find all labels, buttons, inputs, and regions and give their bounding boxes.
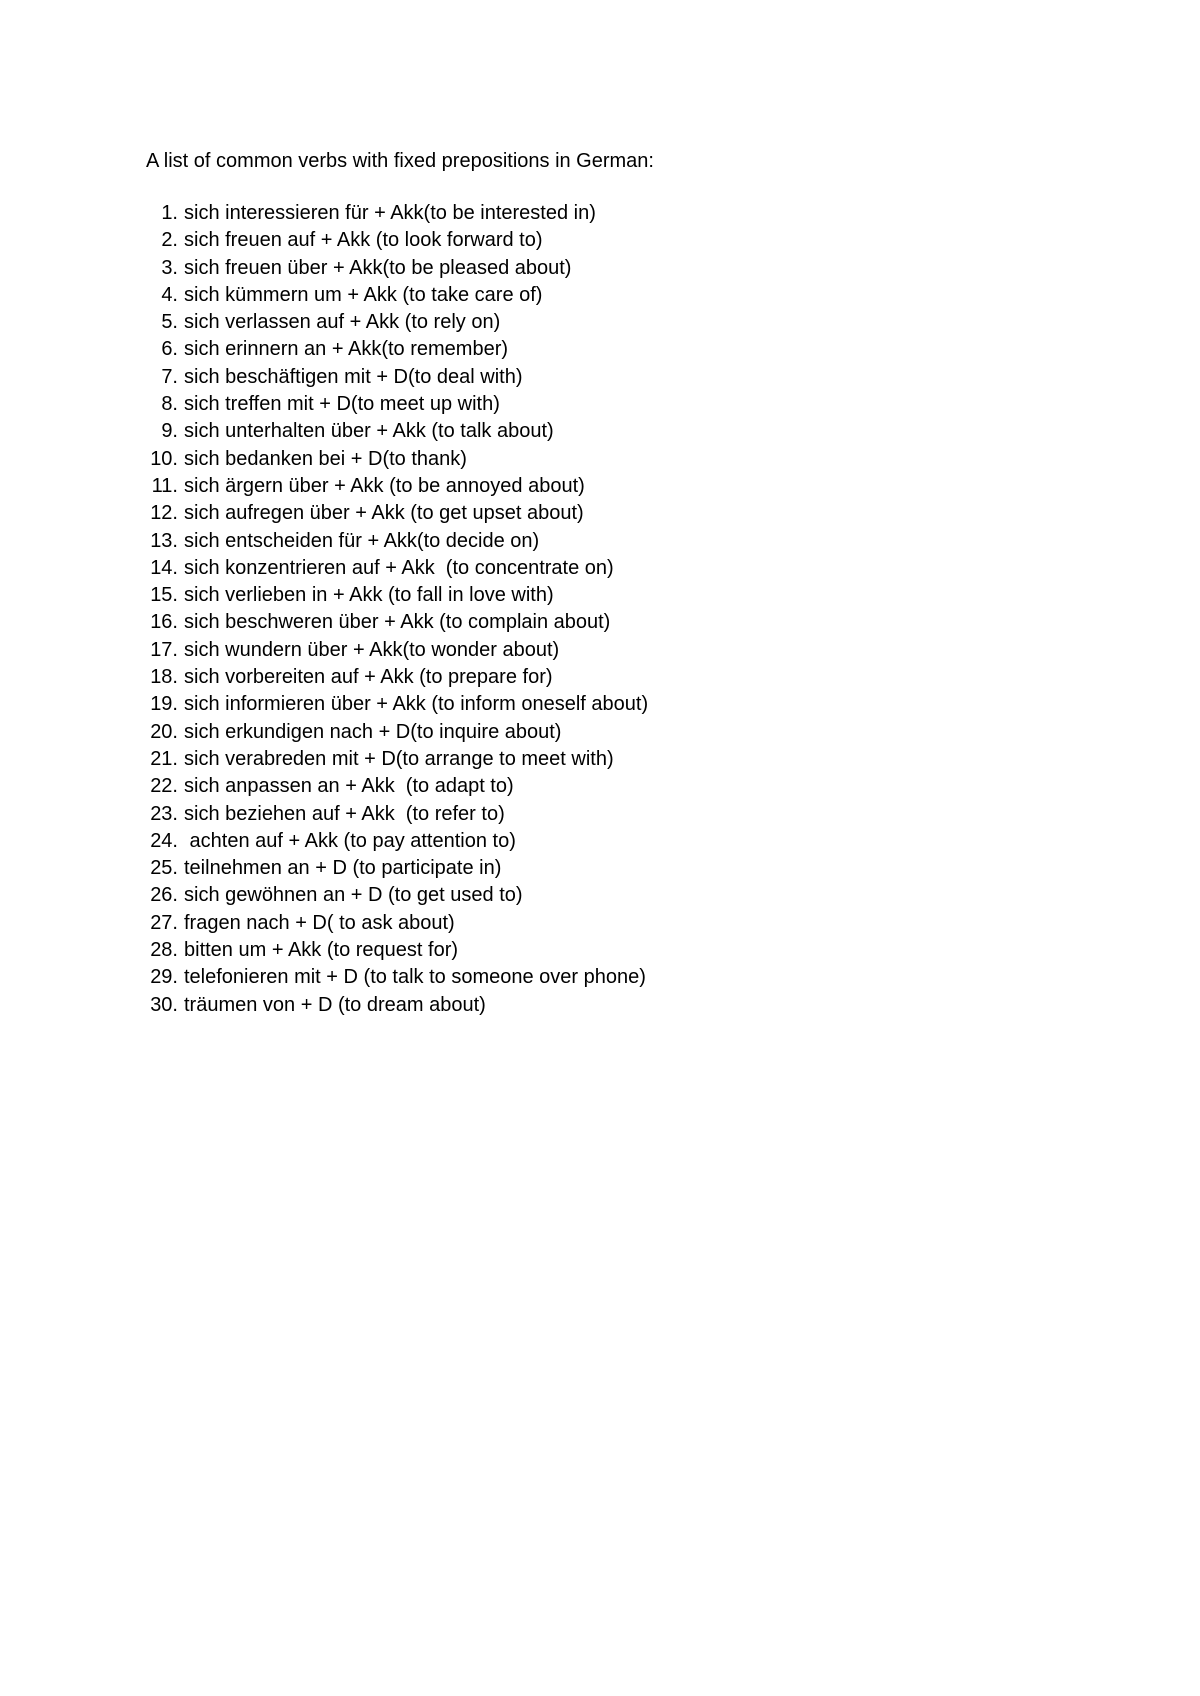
item-number: 27.	[150, 911, 178, 934]
item-text: sich konzentrieren auf + Akk (to concentrate on)	[184, 556, 614, 579]
list-item	[146, 855, 648, 882]
list-item	[146, 964, 648, 991]
item-text: sich freuen über + Akk(to be pleased about)	[184, 256, 572, 279]
list-item	[146, 664, 648, 691]
item-number: 17.	[150, 638, 178, 661]
item-text: sich verabreden mit + D(to arrange to meet with)	[184, 747, 614, 770]
item-text: sich beschweren über + Akk (to complain about)	[184, 611, 611, 634]
item-text: sich verlieben in + Akk (to fall in love with)	[184, 584, 554, 607]
item-text: teilnehmen an + D (to participate in)	[184, 857, 502, 880]
item-number: 8.	[161, 393, 178, 416]
item-number: 21.	[150, 747, 178, 770]
item-text: achten auf + Akk (to pay attention to)	[184, 829, 516, 852]
list-item	[146, 309, 648, 336]
item-text: bitten um + Akk (to request for)	[184, 939, 459, 962]
item-number: 19.	[150, 693, 178, 716]
list-item	[146, 691, 648, 718]
item-text: sich erinnern an + Akk(to remember)	[184, 338, 509, 361]
item-number: 20.	[150, 720, 178, 743]
item-number: 14.	[150, 556, 178, 579]
list-item	[146, 609, 648, 636]
list-item	[146, 882, 648, 909]
list-item	[146, 637, 648, 664]
item-number: 12.	[150, 502, 178, 525]
item-text: sich erkundigen nach + D(to inquire about)	[184, 720, 562, 743]
list-item	[146, 910, 648, 937]
item-text: sich kümmern um + Akk (to take care of)	[184, 283, 543, 306]
item-text: telefonieren mit + D (to talk to someone over phone)	[184, 966, 646, 989]
item-text: fragen nach + D( to ask about)	[184, 911, 455, 934]
list-item	[146, 473, 648, 500]
list-item	[146, 227, 648, 254]
verb-list	[146, 200, 648, 1019]
list-item	[146, 773, 648, 800]
item-text: sich bedanken bei + D(to thank)	[184, 447, 467, 470]
document-title: A list of common verbs with fixed prepositions in German:	[146, 150, 654, 172]
list-item	[146, 828, 648, 855]
list-item	[146, 555, 648, 582]
item-number: 23.	[150, 802, 178, 825]
item-text: sich informieren über + Akk (to inform oneself about)	[184, 693, 649, 716]
item-text: sich unterhalten über + Akk (to talk about)	[184, 420, 554, 443]
item-number: 3.	[161, 256, 178, 279]
item-text: sich beziehen auf + Akk (to refer to)	[184, 802, 505, 825]
item-text: sich interessieren für + Akk(to be interested in)	[184, 202, 596, 224]
item-number: 18.	[150, 666, 178, 689]
item-number: 29.	[150, 966, 178, 989]
item-text: sich verlassen auf + Akk (to rely on)	[184, 311, 501, 334]
item-number: 10.	[150, 447, 178, 470]
item-number: 5.	[161, 311, 178, 334]
item-number: 30.	[150, 993, 178, 1016]
list-item	[146, 418, 648, 445]
item-number: 16.	[150, 611, 178, 634]
item-text: sich aufregen über + Akk (to get upset about)	[184, 502, 584, 525]
list-item	[146, 746, 648, 773]
item-number: 26.	[150, 884, 178, 907]
item-text: sich vorbereiten auf + Akk (to prepare for)	[184, 666, 553, 689]
list-item	[146, 719, 648, 746]
list-item	[146, 282, 648, 309]
item-number: 25.	[150, 857, 178, 880]
list-item	[146, 992, 648, 1019]
item-text: sich wundern über + Akk(to wonder about)	[184, 638, 560, 661]
list-item	[146, 582, 648, 609]
item-number: 15.	[150, 584, 178, 607]
list-item	[146, 937, 648, 964]
item-text: sich freuen auf + Akk (to look forward to)	[184, 229, 543, 252]
item-number: 1.	[161, 202, 178, 224]
item-text: sich entscheiden für + Akk(to decide on)	[184, 529, 540, 552]
list-item	[146, 364, 648, 391]
item-text: sich beschäftigen mit + D(to deal with)	[184, 365, 523, 388]
item-number: 2.	[161, 229, 178, 252]
item-number: 28.	[150, 939, 178, 962]
list-item	[146, 801, 648, 828]
item-number: 7.	[161, 365, 178, 388]
item-number: 9.	[161, 420, 178, 443]
item-number: 24.	[150, 829, 178, 852]
list-item	[146, 391, 648, 418]
list-item	[146, 528, 648, 555]
item-number: 4.	[161, 283, 178, 306]
item-text: sich anpassen an + Akk (to adapt to)	[184, 775, 514, 798]
item-text: sich ärgern über + Akk (to be annoyed about)	[184, 474, 585, 497]
item-number: 11.	[151, 474, 178, 497]
item-number: 13.	[150, 529, 178, 552]
list-item	[146, 255, 648, 282]
list-item	[146, 200, 648, 227]
item-text: träumen von + D (to dream about)	[184, 993, 486, 1016]
list-item	[146, 500, 648, 527]
list-item	[146, 336, 648, 363]
item-text: sich treffen mit + D(to meet up with)	[184, 393, 500, 416]
item-number: 6.	[161, 338, 178, 361]
item-text: sich gewöhnen an + D (to get used to)	[184, 884, 523, 907]
item-number: 22.	[150, 775, 178, 798]
list-item	[146, 446, 648, 473]
